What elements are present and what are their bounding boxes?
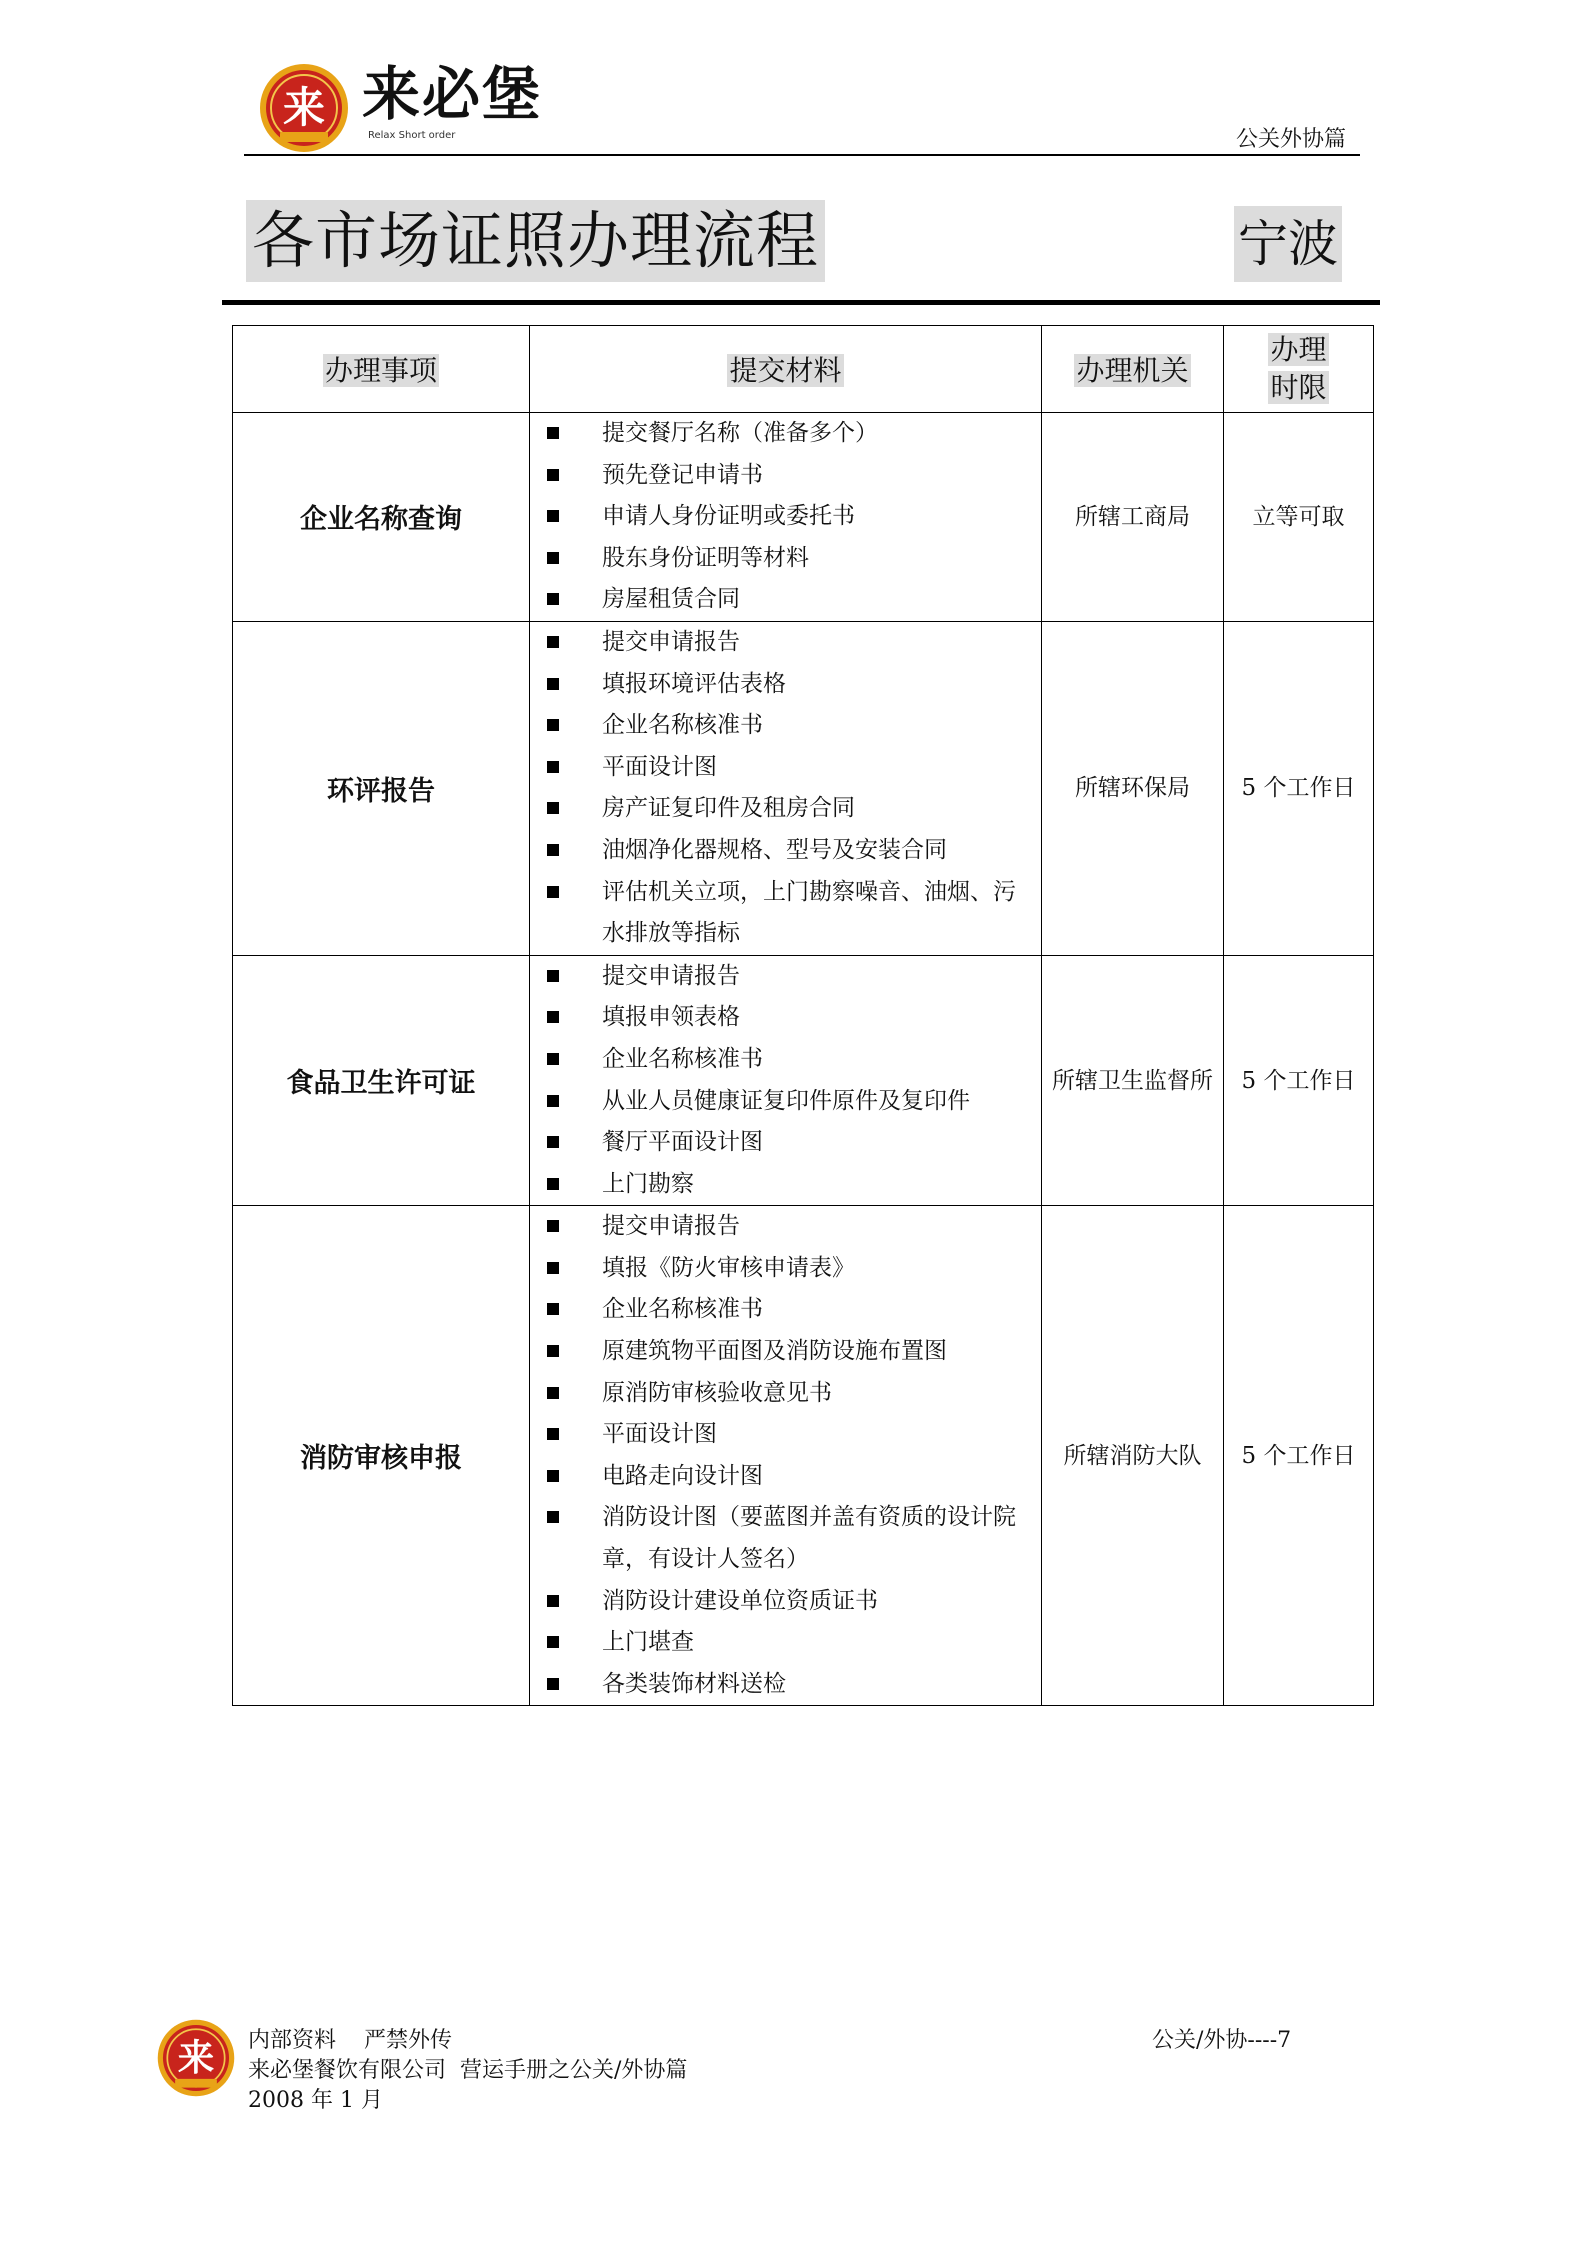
license-process-table bbox=[232, 325, 1374, 1706]
row-authority: 所辖卫生监督所 bbox=[1042, 955, 1224, 1206]
row-materials bbox=[530, 413, 1042, 622]
table-row bbox=[233, 1206, 1374, 1706]
table-row bbox=[233, 621, 1374, 955]
footer-line-1: 内部资料 严禁外传 bbox=[248, 2028, 452, 2053]
materials-list bbox=[530, 413, 1041, 621]
row-materials bbox=[530, 621, 1042, 955]
material-list-item: 填报环境评估表格 bbox=[530, 664, 1041, 706]
material-list-item: 提交申请报告 bbox=[530, 1206, 1041, 1248]
logo-glyph: 来 bbox=[282, 83, 326, 132]
material-list-item: 提交申请报告 bbox=[530, 956, 1041, 998]
material-list-item: 原建筑物平面图及消防设施布置图 bbox=[530, 1331, 1041, 1373]
header-item: 办理事项 bbox=[233, 326, 530, 413]
row-materials bbox=[530, 955, 1042, 1206]
material-list-item: 申请人身份证明或委托书 bbox=[530, 496, 1041, 538]
materials-list bbox=[530, 956, 1041, 1206]
material-list-item: 油烟净化器规格、型号及安装合同 bbox=[530, 830, 1041, 872]
row-item: 食品卫生许可证 bbox=[233, 955, 530, 1206]
brand-name: 来必堡 bbox=[362, 60, 543, 128]
company-logo bbox=[258, 62, 350, 154]
materials-list bbox=[530, 1206, 1041, 1705]
material-list-item: 餐厅平面设计图 bbox=[530, 1122, 1041, 1164]
material-list-item: 评估机关立项，上门勘察噪音、油烟、污水排放等指标 bbox=[530, 872, 1041, 955]
material-list-item: 平面设计图 bbox=[530, 1414, 1041, 1456]
header-rule bbox=[244, 154, 1360, 156]
header-time-limit: 办理 时限 bbox=[1224, 326, 1374, 413]
row-time-limit: 5 个工作日 bbox=[1224, 621, 1374, 955]
material-list-item: 企业名称核准书 bbox=[530, 705, 1041, 747]
material-list-item: 从业人员健康证复印件原件及复印件 bbox=[530, 1081, 1041, 1123]
city-tag: 宁波 bbox=[1234, 206, 1342, 282]
material-list-item: 房产证复印件及租房合同 bbox=[530, 788, 1041, 830]
material-list-item: 上门堪查 bbox=[530, 1622, 1041, 1664]
material-list-item: 各类装饰材料送检 bbox=[530, 1664, 1041, 1706]
row-item: 企业名称查询 bbox=[233, 413, 530, 622]
brand-subtitle: Relax Short order bbox=[368, 130, 456, 141]
material-list-item: 股东身份证明等材料 bbox=[530, 538, 1041, 580]
header-authority: 办理机关 bbox=[1042, 326, 1224, 413]
material-list-item: 房屋租赁合同 bbox=[530, 579, 1041, 621]
footer-text bbox=[248, 2026, 687, 2116]
materials-list bbox=[530, 622, 1041, 955]
material-list-item: 填报申领表格 bbox=[530, 997, 1041, 1039]
section-label: 公关外协篇 bbox=[1236, 127, 1347, 152]
row-item: 消防审核申报 bbox=[233, 1206, 530, 1706]
row-time-limit: 立等可取 bbox=[1224, 413, 1374, 622]
material-list-item: 消防设计图（要蓝图并盖有资质的设计院章，有设计人签名） bbox=[530, 1497, 1041, 1580]
table-body bbox=[233, 413, 1374, 1706]
page-title: 各市场证照办理流程 bbox=[246, 200, 825, 282]
material-list-item: 企业名称核准书 bbox=[530, 1039, 1041, 1081]
title-rule bbox=[222, 300, 1380, 305]
material-list-item: 消防设计建设单位资质证书 bbox=[530, 1581, 1041, 1623]
row-time-limit: 5 个工作日 bbox=[1224, 1206, 1374, 1706]
row-item: 环评报告 bbox=[233, 621, 530, 955]
material-list-item: 填报《防火审核申请表》 bbox=[530, 1248, 1041, 1290]
material-list-item: 上门勘察 bbox=[530, 1164, 1041, 1206]
row-authority: 所辖环保局 bbox=[1042, 621, 1224, 955]
row-authority: 所辖工商局 bbox=[1042, 413, 1224, 622]
table-row bbox=[233, 413, 1374, 622]
material-list-item: 电路走向设计图 bbox=[530, 1456, 1041, 1498]
material-list-item: 企业名称核准书 bbox=[530, 1289, 1041, 1331]
row-materials bbox=[530, 1206, 1042, 1706]
table-header-row bbox=[233, 326, 1374, 413]
footer-line-3: 2008 年 1 月 bbox=[248, 2088, 383, 2113]
page-number: 公关/外协----7 bbox=[1152, 2028, 1292, 2053]
header-materials: 提交材料 bbox=[530, 326, 1042, 413]
material-list-item: 原消防审核验收意见书 bbox=[530, 1373, 1041, 1415]
footer-logo bbox=[156, 2018, 236, 2098]
row-authority: 所辖消防大队 bbox=[1042, 1206, 1224, 1706]
footer-line-2: 来必堡餐饮有限公司 营运手册之公关/外协篇 bbox=[248, 2058, 688, 2083]
material-list-item: 预先登记申请书 bbox=[530, 455, 1041, 497]
svg-text:来: 来 bbox=[177, 2036, 215, 2080]
material-list-item: 提交餐厅名称（准备多个） bbox=[530, 413, 1041, 455]
table-row bbox=[233, 955, 1374, 1206]
material-list-item: 提交申请报告 bbox=[530, 622, 1041, 664]
material-list-item: 平面设计图 bbox=[530, 747, 1041, 789]
row-time-limit: 5 个工作日 bbox=[1224, 955, 1374, 1206]
